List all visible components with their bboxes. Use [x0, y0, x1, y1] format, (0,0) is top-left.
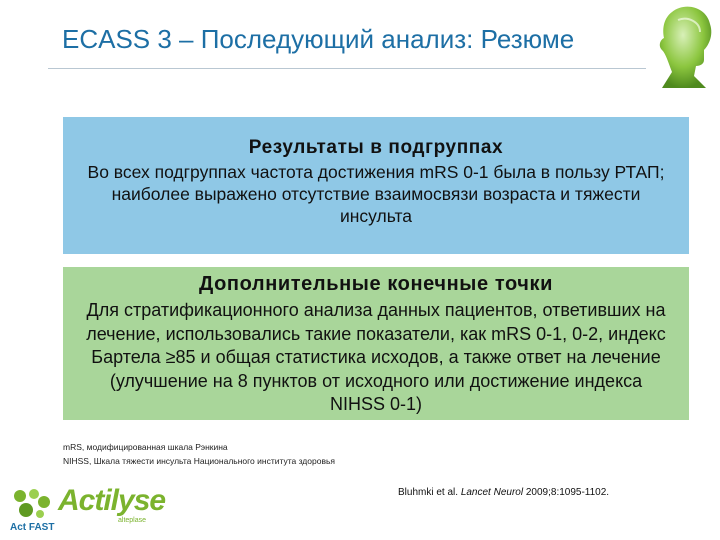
additional-endpoints-box — [63, 267, 689, 420]
slide-title: ECASS 3 – Последующий анализ: Резюме — [62, 24, 575, 54]
brand-tagline: Act FAST — [10, 522, 55, 533]
footnotes — [63, 440, 335, 468]
title-divider — [48, 68, 646, 69]
additional-endpoints-text: Для стратификационного анализа данных пациентов, ответивших на лечение, использовались такие показатели, как mRS 0-1, 0-2, индекс Бартела ≥85 и общая статистика исходов, а также ответ на лечение (улучшение на 8 пунктов от исходного или достижение индекса NIHSS 0-1) — [86, 300, 666, 414]
actilyse-logo-icon — [10, 486, 54, 520]
footnote-nihss: NIHSS, Шкала тяжести инсульта Национального института здоровья — [63, 456, 335, 466]
citation — [398, 487, 609, 498]
citation-authors: Bluhmki et al. — [398, 487, 461, 498]
brand-name: Actilyse — [58, 484, 166, 517]
citation-details: 2009;8:1095-1102. — [523, 487, 610, 498]
citation-journal: Lancet Neurol — [460, 487, 524, 498]
human-head-icon — [648, 2, 718, 88]
footnote-mrs: mRS, модифицированная шкала Рэнкина — [63, 442, 228, 452]
subgroup-results-text: Во всех подгруппах частота достижения mRS 0-1 была в пользу РТАП; наиболее выражено отсутствие взаимосвязи возраста и тяжести инсульта — [87, 162, 665, 226]
subgroup-results-heading: Результаты в подгруппах — [248, 137, 504, 158]
actilyse-brand — [8, 484, 166, 536]
subgroup-results-box — [63, 117, 689, 254]
brand-subtitle: alteplase — [118, 517, 147, 524]
additional-endpoints-heading: Дополнительные конечные точки — [198, 273, 554, 295]
